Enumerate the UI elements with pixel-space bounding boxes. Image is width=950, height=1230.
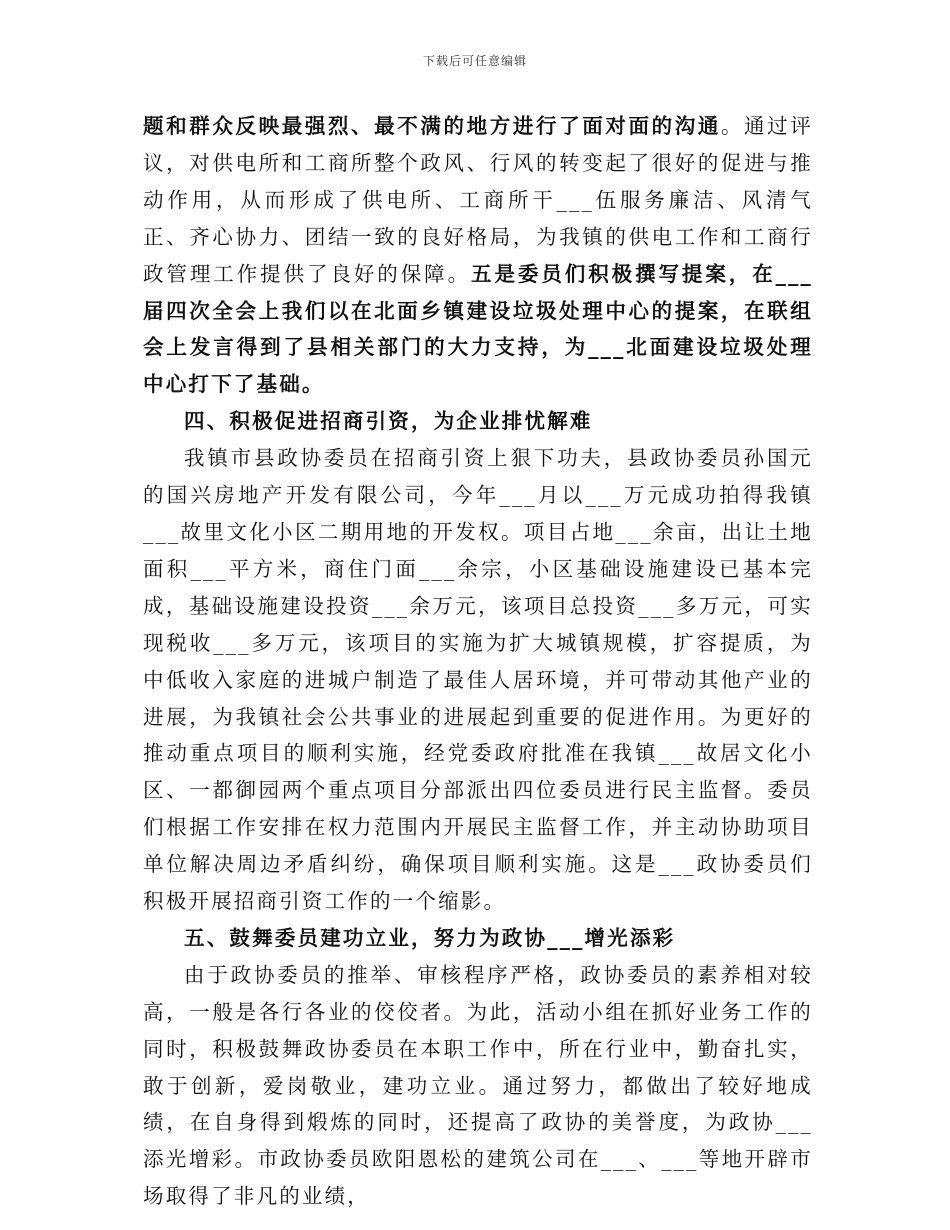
text-run: 。通过评议，对供电所和工商所整个政风、行风的转变起了很好的促进与推动作用，从而形成了供电所、工商所干___伍服务廉洁、风清气正、齐心协力、团结一致的良好格局，为我镇的供电工作和工商行政管理工作提供了良好的保障。 (143, 114, 813, 286)
document-body (143, 108, 813, 1215)
bold-run: 题和群众反映最强烈、最不满的地方进行了面对面的沟通 (143, 114, 721, 138)
section-heading-4: 四、积极促进招商引资，为企业排忧解难 (184, 409, 593, 434)
section-heading-5: 五、鼓舞委员建功立业，努力为政协___增光添彩 (184, 925, 676, 950)
page-header: 下载后可任意编辑 (422, 54, 527, 68)
bold-run: 五是委员们积极撰写提案，在___届四次全会上我们以在北面乡镇建设垃圾处理中心的提案，在联组会上发言得到了县相关部门的大力支持，为___北面建设垃圾处理中心打下了基础。 (143, 261, 813, 397)
paragraph-investment: 我镇市县政协委员在招商引资上狠下功夫，县政协委员孙国元的国兴房地产开发有限公司，今年___月以___万元成功拍得我镇___故里文化小区二期用地的开发权。项目占地___余亩，出让土地面积___平方米，商住门面___余宗，小区基础设施建设已基本完成，基础设施建设投资___余万元，该项目总投资___多万元，可实现税收___多万元，该项目的实施为扩大城镇规模，扩容提质，为中低收入家庭的进城户制造了最佳人居环境，并可带动其他产业的进展，为我镇社会公共事业的进展起到重要的促进作用。为更好的推动重点项目的顺利实施，经党委政府批准在我镇___故居文化小区、一都御园两个重点项目分部派出四位委员进行民主监督。委员们根据工作安排在权力范围内开展民主监督工作，并主动协助项目单位解决周边矛盾纠纷，确保项目顺利实施。这是___政协委员们积极开展招商引资工作的一个缩影。 (143, 446, 813, 914)
paragraph-members: 由于政协委员的推举、审核程序严格，政协委员的素养相对较高，一般是各行各业的佼佼者。为此，活动小组在抓好业务工作的同时，积极鼓舞政协委员在本职工作中，所在行业中，勤奋扎实，敢于创新，爱岗敬业，建功立业。通过努力，都做出了较好地成绩，在自身得到煅炼的同时，还提高了政协的美誉度，为政协___添光增彩。市政协委员欧阳恩松的建筑公司在___、___等地开辟市场取得了非凡的业绩， (143, 962, 813, 1209)
paragraph-continuation (143, 108, 813, 403)
